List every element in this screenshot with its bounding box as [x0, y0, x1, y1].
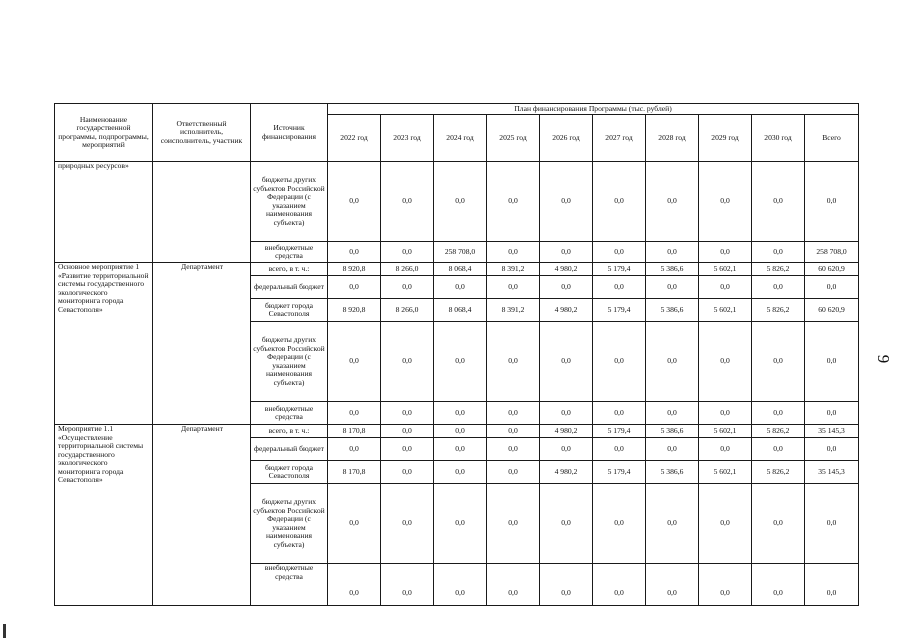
financing-plan-table: [54, 103, 859, 606]
total-value-cell: 35 145,3: [805, 461, 859, 484]
year-value-cell: 0,0: [434, 484, 487, 564]
table-row: [55, 263, 859, 276]
year-value-cell: 0,0: [699, 162, 752, 242]
year-value-cell: 0,0: [540, 438, 593, 461]
year-value-cell: 0,0: [646, 438, 699, 461]
year-value-cell: 0,0: [487, 425, 540, 438]
year-value-cell: 0,0: [328, 162, 381, 242]
year-value-cell: 0,0: [381, 322, 434, 402]
year-value-cell: 8 068,4: [434, 263, 487, 276]
total-value-cell: 0,0: [805, 402, 859, 425]
header-year: 2022 год: [328, 115, 381, 162]
total-value-cell: 35 145,3: [805, 425, 859, 438]
year-value-cell: 0,0: [593, 564, 646, 606]
scan-edge-mark: [3, 624, 6, 638]
year-value-cell: 0,0: [752, 322, 805, 402]
total-value-cell: 0,0: [805, 322, 859, 402]
year-value-cell: 5 179,4: [593, 425, 646, 438]
year-value-cell: 0,0: [328, 402, 381, 425]
total-value-cell: 60 620,9: [805, 299, 859, 322]
year-value-cell: 0,0: [752, 402, 805, 425]
year-value-cell: 5 602,1: [699, 461, 752, 484]
total-value-cell: 60 620,9: [805, 263, 859, 276]
year-value-cell: 8 920,8: [328, 263, 381, 276]
year-value-cell: 0,0: [699, 276, 752, 299]
year-value-cell: 5 602,1: [699, 425, 752, 438]
year-value-cell: 0,0: [699, 484, 752, 564]
year-value-cell: 0,0: [540, 322, 593, 402]
year-value-cell: 0,0: [752, 162, 805, 242]
year-value-cell: 5 179,4: [593, 461, 646, 484]
year-value-cell: 0,0: [487, 564, 540, 606]
year-value-cell: 5 179,4: [593, 263, 646, 276]
total-value-cell: 0,0: [805, 276, 859, 299]
table-row: [55, 162, 859, 242]
total-value-cell: 0,0: [805, 564, 859, 606]
year-value-cell: 5 602,1: [699, 263, 752, 276]
year-value-cell: 8 170,8: [328, 425, 381, 438]
year-value-cell: 0,0: [540, 162, 593, 242]
header-total: Всего: [805, 115, 859, 162]
year-value-cell: 0,0: [593, 438, 646, 461]
year-value-cell: 8 920,8: [328, 299, 381, 322]
total-value-cell: 0,0: [805, 484, 859, 564]
header-year: 2027 год: [593, 115, 646, 162]
year-value-cell: 0,0: [699, 564, 752, 606]
year-value-cell: 0,0: [381, 402, 434, 425]
year-value-cell: 0,0: [487, 484, 540, 564]
funding-source-cell: федеральный бюджет: [251, 276, 328, 299]
year-value-cell: 0,0: [646, 242, 699, 263]
table-body: [55, 162, 859, 606]
year-value-cell: 0,0: [487, 461, 540, 484]
responsible-cell: [153, 162, 251, 263]
year-value-cell: 0,0: [540, 242, 593, 263]
year-value-cell: 0,0: [752, 484, 805, 564]
year-value-cell: 0,0: [540, 402, 593, 425]
year-value-cell: 0,0: [646, 322, 699, 402]
year-value-cell: 0,0: [540, 484, 593, 564]
year-value-cell: 0,0: [381, 484, 434, 564]
funding-source-cell: всего, в т. ч.:: [251, 263, 328, 276]
year-value-cell: 8 391,2: [487, 299, 540, 322]
year-value-cell: 0,0: [328, 322, 381, 402]
year-value-cell: 0,0: [381, 276, 434, 299]
year-value-cell: 0,0: [699, 402, 752, 425]
year-value-cell: 0,0: [328, 242, 381, 263]
funding-source-cell: бюджет города Севастополя: [251, 299, 328, 322]
year-value-cell: 5 179,4: [593, 299, 646, 322]
year-value-cell: 5 826,2: [752, 263, 805, 276]
year-value-cell: 4 980,2: [540, 263, 593, 276]
year-value-cell: 8 170,8: [328, 461, 381, 484]
year-value-cell: 0,0: [381, 564, 434, 606]
year-value-cell: 0,0: [434, 322, 487, 402]
funding-source-cell: всего, в т. ч.:: [251, 425, 328, 438]
year-value-cell: 0,0: [328, 276, 381, 299]
header-year: 2026 год: [540, 115, 593, 162]
responsible-cell: Департамент: [153, 425, 251, 606]
year-value-cell: 0,0: [593, 484, 646, 564]
year-value-cell: 0,0: [328, 564, 381, 606]
year-value-cell: 5 386,6: [646, 461, 699, 484]
header-responsible: Ответственный исполнитель, соисполнитель, участник: [153, 104, 251, 162]
year-value-cell: 0,0: [752, 438, 805, 461]
table-row: [55, 425, 859, 438]
year-value-cell: 0,0: [487, 438, 540, 461]
year-value-cell: 0,0: [646, 276, 699, 299]
year-value-cell: 0,0: [487, 322, 540, 402]
header-year: 2030 год: [752, 115, 805, 162]
year-value-cell: 0,0: [434, 438, 487, 461]
year-value-cell: 0,0: [593, 402, 646, 425]
year-value-cell: 8 266,0: [381, 263, 434, 276]
year-value-cell: 0,0: [540, 564, 593, 606]
year-value-cell: 5 386,6: [646, 263, 699, 276]
year-value-cell: 5 386,6: [646, 425, 699, 438]
year-value-cell: 0,0: [434, 564, 487, 606]
funding-source-cell: внебюджетные средства: [251, 564, 328, 606]
header-year: 2025 год: [487, 115, 540, 162]
year-value-cell: 0,0: [593, 322, 646, 402]
header-source: Источник финансирования: [251, 104, 328, 162]
year-value-cell: 0,0: [699, 438, 752, 461]
funding-source-cell: бюджеты других субъектов Российской Федерации (с указанием наименования субъекта): [251, 162, 328, 242]
program-name-cell: природных ресурсов»: [55, 162, 153, 263]
year-value-cell: 0,0: [434, 162, 487, 242]
responsible-cell: Департамент: [153, 263, 251, 425]
page-number: 9: [874, 354, 893, 364]
year-value-cell: 8 266,0: [381, 299, 434, 322]
funding-source-cell: бюджет города Севастополя: [251, 461, 328, 484]
year-value-cell: 0,0: [434, 276, 487, 299]
funding-source-cell: внебюджетные средства: [251, 242, 328, 263]
total-value-cell: 0,0: [805, 438, 859, 461]
total-value-cell: 0,0: [805, 162, 859, 242]
year-value-cell: 0,0: [593, 162, 646, 242]
year-value-cell: 0,0: [434, 402, 487, 425]
year-value-cell: 0,0: [434, 425, 487, 438]
year-value-cell: 0,0: [540, 276, 593, 299]
year-value-cell: 5 602,1: [699, 299, 752, 322]
year-value-cell: 5 826,2: [752, 461, 805, 484]
header-plan-title: План финансирования Программы (тыс. рублей): [328, 104, 859, 115]
year-value-cell: 4 980,2: [540, 425, 593, 438]
year-value-cell: 8 391,2: [487, 263, 540, 276]
year-value-cell: 5 826,2: [752, 425, 805, 438]
year-value-cell: 0,0: [752, 276, 805, 299]
year-value-cell: 5 826,2: [752, 299, 805, 322]
year-value-cell: 5 386,6: [646, 299, 699, 322]
year-value-cell: 0,0: [646, 402, 699, 425]
year-value-cell: 0,0: [487, 242, 540, 263]
year-value-cell: 0,0: [646, 162, 699, 242]
year-value-cell: 0,0: [593, 242, 646, 263]
year-value-cell: 0,0: [434, 461, 487, 484]
year-value-cell: 0,0: [487, 276, 540, 299]
header-year: 2029 год: [699, 115, 752, 162]
funding-source-cell: бюджеты других субъектов Российской Федерации (с указанием наименования субъекта): [251, 484, 328, 564]
year-value-cell: 0,0: [699, 242, 752, 263]
year-value-cell: 0,0: [487, 402, 540, 425]
year-value-cell: 0,0: [381, 242, 434, 263]
year-value-cell: 0,0: [646, 564, 699, 606]
total-value-cell: 258 708,0: [805, 242, 859, 263]
year-value-cell: 0,0: [593, 276, 646, 299]
year-value-cell: 0,0: [699, 322, 752, 402]
year-value-cell: 0,0: [381, 162, 434, 242]
header-year: 2028 год: [646, 115, 699, 162]
program-name-cell: Мероприятие 1.1 «Осуществление территориальной системы государственного экологического мониторинга города Севастополя»: [55, 425, 153, 606]
year-value-cell: 258 708,0: [434, 242, 487, 263]
year-value-cell: 0,0: [752, 242, 805, 263]
funding-source-cell: внебюджетные средства: [251, 402, 328, 425]
year-value-cell: 4 980,2: [540, 299, 593, 322]
funding-source-cell: бюджеты других субъектов Российской Федерации (с указанием наименования субъекта): [251, 322, 328, 402]
year-value-cell: 0,0: [646, 484, 699, 564]
header-name: Наименование государственной программы, подпрограммы, мероприятий: [55, 104, 153, 162]
year-value-cell: 8 068,4: [434, 299, 487, 322]
program-name-cell: Основное мероприятие 1 «Развитие территориальной системы государственного экологического мониторинга города Севастополя»: [55, 263, 153, 425]
header-year: 2023 год: [381, 115, 434, 162]
year-value-cell: 0,0: [381, 438, 434, 461]
year-value-cell: 0,0: [328, 438, 381, 461]
year-value-cell: 0,0: [487, 162, 540, 242]
year-value-cell: 0,0: [752, 564, 805, 606]
year-value-cell: 0,0: [381, 425, 434, 438]
year-value-cell: 4 980,2: [540, 461, 593, 484]
header-year: 2024 год: [434, 115, 487, 162]
year-value-cell: 0,0: [328, 484, 381, 564]
funding-source-cell: федеральный бюджет: [251, 438, 328, 461]
year-value-cell: 0,0: [381, 461, 434, 484]
